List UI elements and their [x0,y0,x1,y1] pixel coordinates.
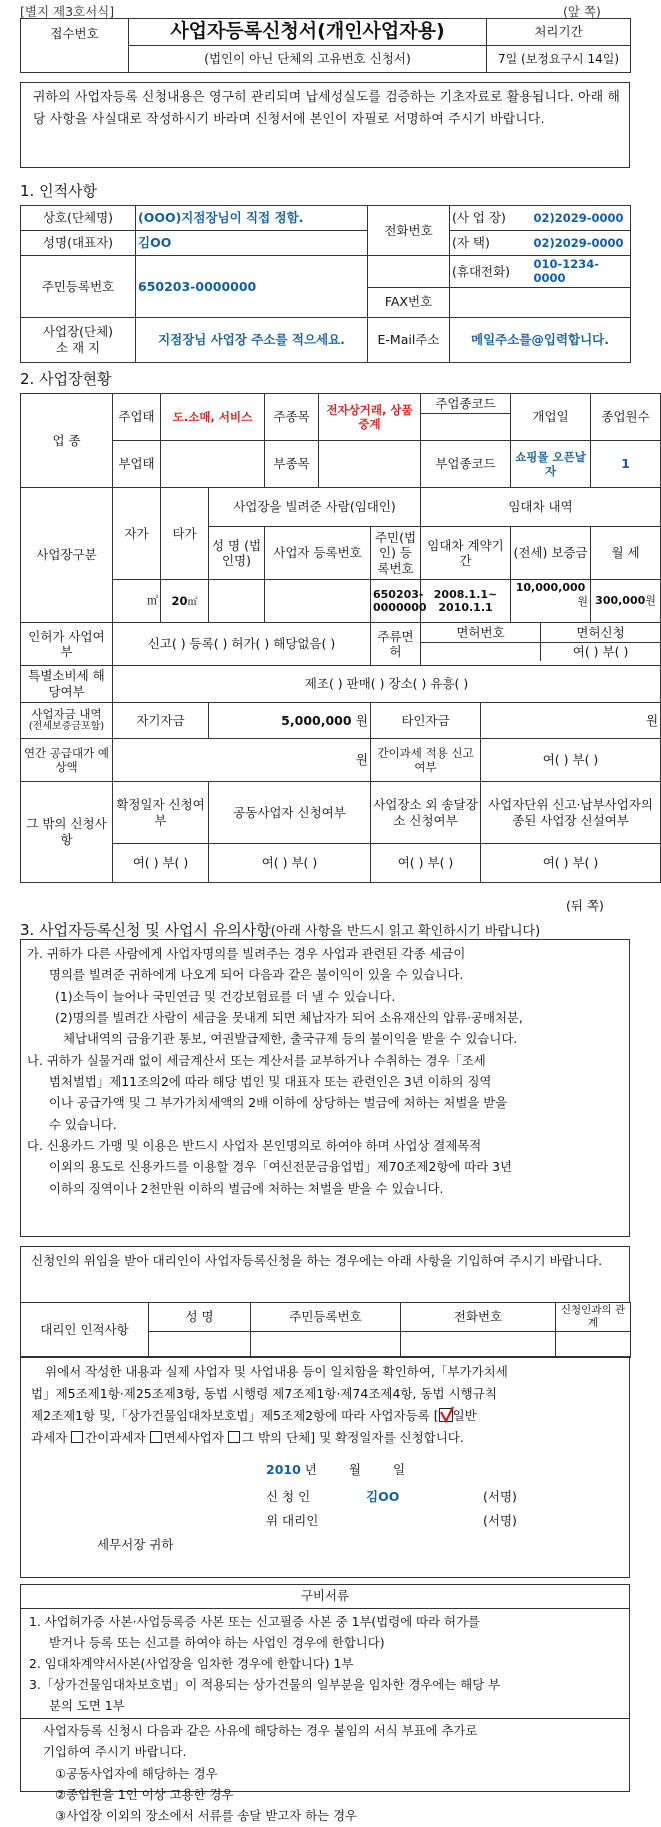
form-title: 사업자등록신청서(개인사업자용) [129,19,487,46]
other-organization-checkbox[interactable] [228,1431,240,1443]
monthly-rent-field[interactable]: 300,000원 [591,580,661,623]
intro-notice: 귀하의 사업자등록 신청내용은 영구히 관리되며 납세성실도를 검증하는 기초자료로 활용됩니다. 아래 해당 사항을 사실대로 작성하시기 바라며 신청서에 본인이 자필로 서명하여 주시기 바랍니다. [20,82,630,168]
rent-label: 타가 [161,488,209,580]
open-date-label: 개업일 [511,394,591,441]
header-table [20,18,631,73]
etc-col4-label: 사업자단위 신고·납부사업자의 종된 사업장 신설여부 [481,782,661,844]
lender-rrn-label: 주민(법인) 등록번호 [371,526,421,579]
employees-label: 종업원수 [591,394,661,441]
special-tax-label: 특별소비세 해당여부 [21,666,113,703]
receipt-no-cell[interactable]: 접수번호 [21,19,129,73]
own-funds-label: 자기자금 [113,702,209,738]
agent-phone-field[interactable] [401,1332,556,1358]
document-item: 분의 도면 1부 [49,1698,125,1714]
document-item: 3.「상가건물임대차보호법」이 적용되는 상가건물의 일부분을 임차한 경우에는 해당 부 [29,1677,501,1693]
office-phone-field[interactable]: 02)2029-0000 [532,206,631,231]
rrn-field[interactable]: 650203-0000000 [136,256,368,318]
main-type-field[interactable]: 도.소매, 서비스 [161,394,265,441]
main-type-label: 주업태 [113,394,161,441]
email-field[interactable]: 메일주소를@입력합니다. [450,317,631,362]
fax-label: FAX번호 [368,287,450,317]
sub-type-label: 부업태 [113,441,161,488]
general-taxpayer-checkbox[interactable] [439,1408,453,1422]
personal-info-table [20,205,631,363]
license-label: 인허가 사업여부 [21,623,113,666]
note-line: 이외의 용도로 신용카드를 이용할 경우「여신전문금융업법」제70조제2항에 따라 3년 [49,1159,512,1175]
supply-label: 연간 공급대가 예상액 [21,739,113,782]
main-code-label: 주업종코드 [421,394,510,414]
documents-extra: 사업자등록 신청시 다음과 같은 사유에 해당하는 경우 붙임의 서식 부표에 추가로 [43,1723,478,1739]
monthly-rent-label: 월 세 [591,526,661,579]
period-value: 7일 (보정요구시 14일) [487,46,631,73]
etc-col2-options[interactable]: 여( ) 부( ) [209,844,371,883]
note-line: 체납내역의 금융기관 통보, 여권발급제한, 출국규제 등의 불이익을 받을 수 있습니다. [63,1031,518,1047]
note-line: 수 있습니다. [49,1116,117,1132]
lender-label: 사업장을 빌려준 사람(임대인) [209,488,421,527]
documents-extra: 기입하여 주시기 바랍니다. [43,1744,187,1760]
document-item: 1. 사업허가증 사본·사업등록증 사본 또는 신고필증 사본 중 1부(법령에 따라 허가를 [29,1614,480,1629]
confirm-line: 과세자 간이과세자 면세사업자 그 밖의 단체] 및 확정일자를 신청합니다. [31,1429,464,1445]
date-line: 2010 년 월 일 [266,1461,406,1477]
agent-label: 대리인 인적사항 [21,1303,149,1358]
main-item-field[interactable]: 전자상거래, 상품중계 [319,394,421,441]
name-field[interactable]: 김OO [136,231,368,256]
applicant-line: 신 청 인 김OO (서명) [31,1486,619,1510]
open-date-field[interactable]: 쇼핑몰 오픈날자 [511,441,591,488]
sub-item-field[interactable] [319,441,421,488]
site-type-label: 사업장구분 [21,488,113,623]
funds-label: 사업자금 내역 (전세보증금포함) [21,702,113,738]
etc-col1-label: 확정일자 신청여부 [113,782,209,844]
liquor-apply-options[interactable]: 여( ) 부( ) [572,644,629,660]
business-status-table [20,393,661,883]
email-label: E-Mail주소 [368,317,450,362]
address-label: 사업장(단체) 소 재 지 [21,317,136,362]
document-item: 2. 임대차계약서사본(사업장을 임차한 경우에 한합니다) 1부 [29,1656,354,1672]
fax-field[interactable] [450,287,631,317]
etc-col1-options[interactable]: 여( ) 부( ) [113,844,209,883]
note-line: 다. 신용카드 가맹 및 이용은 반드시 사업자 본인명의로 하여야 하며 사업상 결제목적 [27,1137,482,1153]
main-code-field[interactable] [421,414,510,436]
supply-field[interactable]: 원 [113,739,371,782]
applicant-name-field[interactable]: 김OO [366,1489,400,1505]
reason-item: ②종업원을 1인 이상 고용한 경우 [55,1786,234,1802]
sub-item-label: 부종목 [265,441,319,488]
agent-relation-field[interactable] [556,1332,631,1358]
year-field[interactable]: 2010 [266,1461,301,1477]
other-funds-label: 타인자금 [371,702,481,738]
sub-type-field[interactable] [161,441,265,488]
section1-title: 1. 인적사항 [20,182,98,200]
mobile-label: (휴대전화) [450,256,532,288]
liquor-label: 주류면허 [371,623,421,666]
lender-name-label: 성 명 (법인명) [209,526,265,579]
etc-col4-options[interactable]: 여( ) 부( ) [481,844,661,883]
reason-item: ①공동사업자에 해당하는 경우 [55,1765,218,1781]
reason-item: ③사업장 이외의 장소에서 서류를 송달 받고자 하는 경우 [55,1807,358,1823]
home-phone-label: (자 택) [450,231,532,256]
name-label: 성명(대표자) [21,231,136,256]
lender-bizno-field[interactable] [265,580,371,623]
form-number: [별지 제3호서식] [20,4,115,19]
agent-rrn-label: 주민등록번호 [251,1303,401,1332]
confirm-line: 위에서 작성한 내용과 실제 사업자 및 사업내용 등이 일치함을 확인하여,「부가가치세 [45,1364,508,1379]
liquor-no-field[interactable] [421,642,541,661]
agent-name-field[interactable] [149,1332,251,1358]
agent-sign-line: 위 대리인 (서명) [31,1510,619,1534]
own-area-field[interactable]: ㎡ [113,580,161,623]
etc-label: 그 밖의 신청사항 [21,782,113,883]
sub-code-label: 부업종코드 [421,441,511,488]
trade-name-label: 상호(단체명) [21,206,136,231]
note-line: (1)소득이 늘어나 국민연금 및 건강보험료를 더 낼 수 있습니다. [55,988,396,1004]
lease-details-label: 임대차 내역 [421,488,661,527]
agent-rrn-field[interactable] [251,1332,401,1358]
etc-col3-label: 사업장소 외 송달장소 신청여부 [371,782,481,844]
trade-name-field[interactable]: (OOO)지점장님이 직접 정함. [136,206,368,231]
employees-field[interactable]: 1 [591,441,661,488]
note-line: 명의를 빌려준 귀하에게 나오게 되어 다음과 같은 불이익이 있을 수 있습니다. [49,967,464,983]
own-label: 자가 [113,488,161,580]
note-line: 이하의 징역이나 2천만원 이하의 벌금에 처하는 처벌을 받을 수 있습니다. [49,1180,444,1196]
lender-bizno-label: 사업자 등록번호 [265,526,371,579]
agent-relation-label: 신청인과의 관계 [556,1303,631,1332]
note-line: 이나 공급가액 및 그 부가가치세액의 2배 이하에 상당하는 벌금에 처하는 처벌을 받을 [49,1095,508,1111]
liquor-no-label: 면허번호 [421,623,541,642]
simple-tax-label: 간이과세 적용 신고 여부 [371,739,481,782]
lender-name-field[interactable] [209,580,265,623]
simple-taxpayer-checkbox[interactable] [71,1431,83,1443]
etc-col2-label: 공동사업자 신청여부 [209,782,371,844]
back-page-label: (뒤 쪽) [566,898,604,913]
lease-period-label: 임대차 계약기간 [421,526,511,579]
document-item: 받거나 등록 또는 신고를 하여야 하는 사업인 경우에 한합니다) [49,1635,385,1651]
license-options[interactable]: 신고( ) 등록( ) 허가( ) 해당없음( ) [113,623,371,666]
agent-name-label: 성 명 [149,1303,251,1332]
address-field[interactable]: 지점장님 사업장 주소를 적으세요. [136,317,368,362]
own-funds-field[interactable]: 5,000,000 원 [209,702,371,738]
note-line: (2)명의를 빌려간 사람이 세금을 못내게 되면 체납자가 되어 소유재산의 압류·공매처분, [55,1009,523,1025]
deposit-label: (전세) 보증금 [511,526,591,579]
applicant-signature[interactable]: (서명) [483,1489,517,1505]
agent-intro: 신청인의 위임을 받아 대리인이 사업자등록신청을 하는 경우에는 아래 사항을 기입하여 주시기 바랍니다. [20,1246,630,1302]
agent-table [20,1302,631,1358]
confirmation-box [20,1356,630,1578]
lease-period-field[interactable]: 2008.1.1~ 2010.1.1 [421,580,511,623]
deposit-field[interactable]: 10,000,000 원 [511,580,591,623]
section2-title: 2. 사업장현황 [20,370,112,388]
liquor-apply-label: 면허신청 [541,623,661,642]
tax-office-label: 세무서장 귀하 [97,1537,174,1553]
biz-type-label: 업 종 [21,394,113,488]
other-funds-field[interactable]: 원 [481,702,661,738]
special-tax-options[interactable]: 제조( ) 판매( ) 장소( ) 유흥( ) [113,666,661,703]
rent-area-field[interactable]: 20㎡ [161,580,209,623]
agent-signature[interactable]: (서명) [483,1513,517,1529]
form-subtitle: (법인이 아닌 단체의 고유번호 신청서) [129,46,487,73]
note-line: 나. 귀하가 실물거래 없이 세금계산서 또는 계산서를 교부하거나 수취하는 경우「조세 [27,1052,486,1068]
documents-box [20,1584,630,1823]
simple-tax-options[interactable]: 여( ) 부( ) [481,739,661,782]
phone-label: 전화번호 [368,206,450,256]
office-phone-label: (사 업 장) [450,206,532,231]
confirm-line: 법」제5조제1항·제25조제3항, 동법 시행령 제7조제1항·제74조제4항, 동법 시행규칙 [31,1385,497,1401]
period-label: 처리기간 [487,19,631,46]
agent-phone-label: 전화번호 [401,1303,556,1332]
main-item-label: 주종목 [265,394,319,441]
rrn-label: 주민등록번호 [21,256,136,318]
exempt-business-checkbox[interactable] [150,1431,162,1443]
notes-box [20,939,630,1237]
front-page-label: (앞 쪽) [563,4,601,19]
documents-title: 구비서류 [21,1585,629,1609]
confirm-line: 제2조제1항 및,「상가건물임대차보호법」제5조제2항에 따라 사업자등록 [ 일반 [31,1407,477,1423]
etc-col3-options[interactable]: 여( ) 부( ) [371,844,481,883]
note-line: 범처벌법」제11조의2에 따라 해당 법인 및 대표자 또는 관련인은 3년 이하의 징역 [49,1073,492,1089]
section3-title: 3. 사업자등록신청 및 사업시 유의사항(아래 사항을 반드시 읽고 확인하시기 바랍니다) [20,921,541,939]
home-phone-field[interactable]: 02)2029-0000 [532,231,631,256]
note-line: 가. 귀하가 다른 사람에게 사업자명의를 빌려주는 경우 사업과 관련된 각종 세금이 [27,946,466,961]
lender-rrn-field[interactable]: 650203-0000000 [371,580,421,623]
mobile-field[interactable]: 010-1234-0000 [532,256,631,288]
